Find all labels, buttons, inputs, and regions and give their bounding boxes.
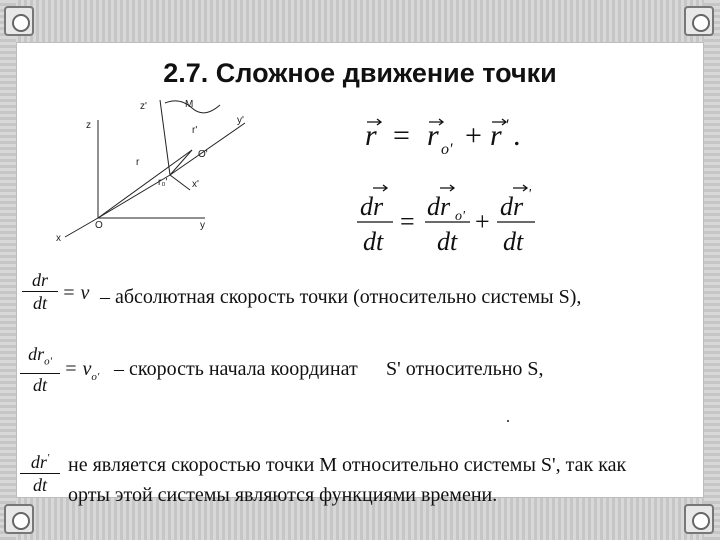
eq1-lhs: r (365, 119, 377, 152)
line3-frac-num: dr' (30, 452, 50, 472)
line1-text: – абсолютная скорость точки (относительно системы S), (100, 286, 582, 308)
eq2-mid-den: dt (437, 227, 458, 256)
label-r-o-prime: r₀' (158, 177, 168, 188)
line2-frac-den: dt (32, 374, 47, 395)
eq2-mid-sub: o' (455, 209, 465, 224)
line3-fraction (20, 448, 60, 495)
line3-text-a: не является скоростью точки М относительно системы S', так как (68, 454, 627, 476)
x-prime-axis (170, 175, 190, 190)
coordinate-diagram (40, 95, 340, 255)
eq1-term2-sup: ' (505, 117, 509, 134)
x-axis (65, 218, 98, 237)
eq1-term1-sub: o' (441, 141, 453, 158)
line1-frac-den: dt (32, 293, 47, 313)
label-r-prime: r' (192, 125, 198, 136)
frame-top (0, 0, 720, 42)
stray-dot (507, 420, 509, 422)
line2-eq-v: = $v_{o'}$ (64, 358, 100, 383)
page-title: 2.7. Сложное движение точки (163, 58, 557, 88)
line2-text2: S' относительно S, (386, 358, 544, 380)
line2-text: – скорость начала координат (114, 358, 358, 380)
corner-bolt-icon (4, 6, 34, 36)
label-o: O (95, 220, 103, 231)
label-z-prime: z' (140, 101, 147, 112)
line3-text-b: орты этой системы являются функциями времени. (68, 484, 498, 506)
line1-eq-v: = v (62, 282, 90, 304)
label-x-prime: x' (192, 179, 199, 190)
z-prime-axis (160, 100, 170, 175)
eq1-plus: + (465, 119, 482, 152)
label-z: z (86, 120, 91, 131)
corner-bolt-icon (684, 6, 714, 36)
label-o-prime: O' (198, 149, 208, 160)
equations-block (345, 100, 675, 260)
eq2-rhs-sup: ' (528, 187, 531, 202)
eq1-term2: r (490, 119, 502, 152)
eq1-period: . (513, 119, 521, 152)
statements-area (16, 262, 704, 506)
corner-bolt-icon (4, 504, 34, 534)
eq2-mid-num: dr (427, 192, 451, 221)
line2-fraction (20, 344, 60, 395)
r-vector (98, 150, 192, 218)
eq1-term1: r (427, 119, 439, 152)
eq2-plus: + (475, 207, 490, 236)
eq2-lhs-den: dt (363, 227, 384, 256)
label-x: x (56, 233, 61, 244)
label-y: y (200, 220, 205, 231)
eq1-equals: = (393, 119, 410, 152)
eq2-equals: = (400, 207, 415, 236)
corner-bolt-icon (684, 504, 714, 534)
line1-frac-num: dr (31, 270, 48, 290)
line2-frac-num: $dr_{o'}$ (28, 344, 52, 368)
eq2-rhs-num: dr (500, 192, 524, 221)
line3-frac-den: dt (32, 475, 47, 495)
eq2-rhs-den: dt (503, 227, 524, 256)
eq2-lhs-num: dr (360, 192, 384, 221)
label-r: r (136, 157, 140, 168)
label-m: M (185, 99, 194, 110)
line1-fraction (22, 270, 58, 313)
label-y-prime: y' (237, 115, 244, 126)
